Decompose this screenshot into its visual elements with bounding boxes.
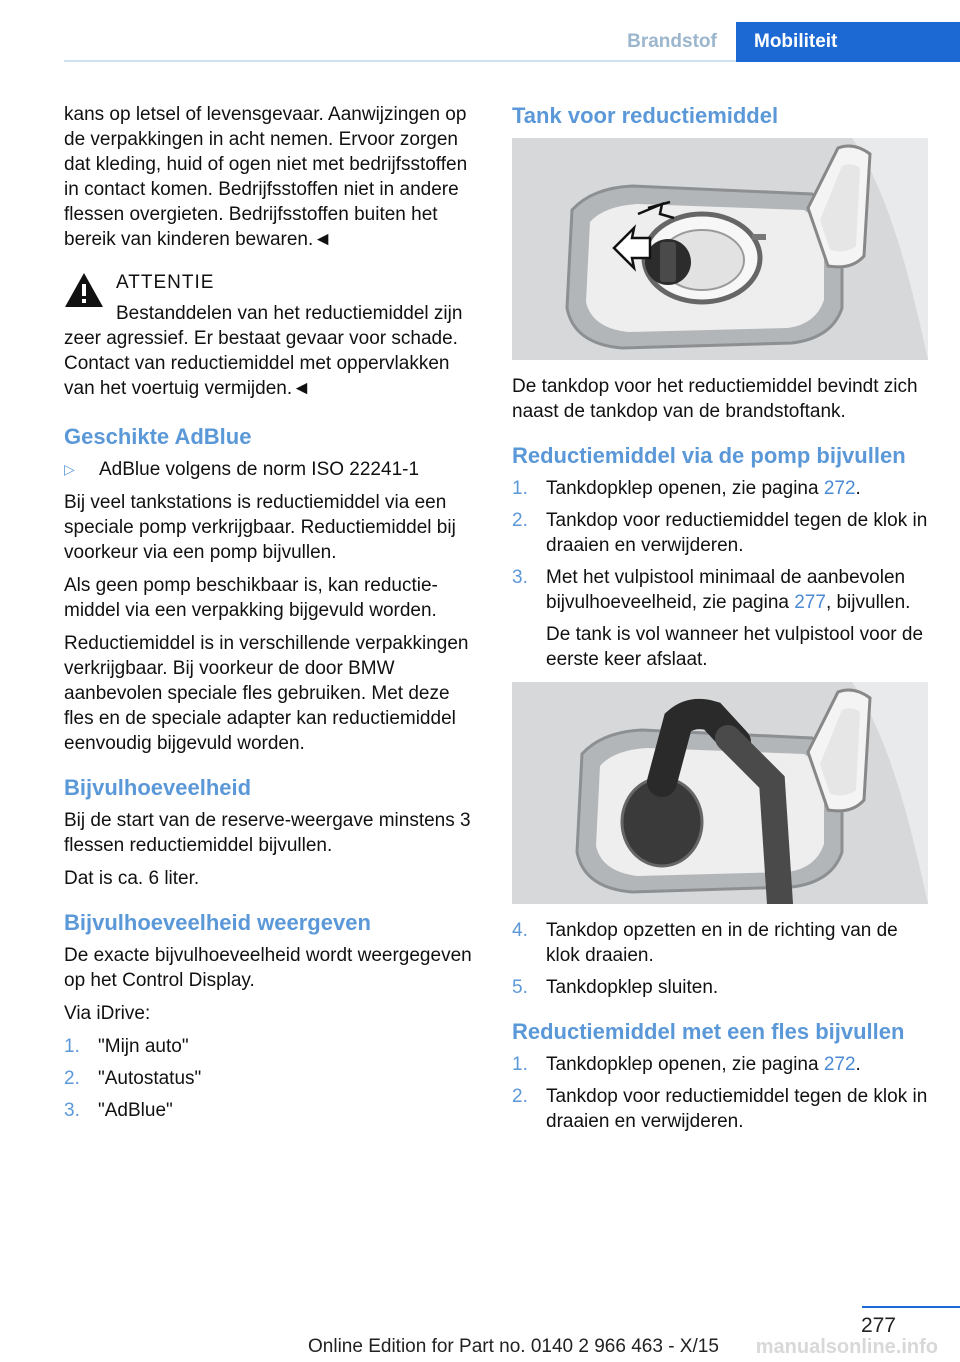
list-item <box>64 457 482 482</box>
heading-geschikte-adblue: Geschikte AdBlue <box>64 424 252 449</box>
list-item <box>512 975 930 1000</box>
step-text: Tankdop opzetten en in de richting van de klok draaien. <box>546 920 898 966</box>
paragraph: De exacte bijvulhoeveelheid wordt weergegeven op het Control Display. <box>64 945 472 991</box>
step-text: . <box>855 1054 861 1075</box>
warning-text: Bestanddelen van het reductiemiddel zijn zeer agressief. Er bestaat gevaar voor schade. Contact van reductiemiddel met oppervlakken van het voertuig vermijden.◄ <box>64 303 463 399</box>
paragraph: Bij de start van de reserve-weergave minstens 3 flessen reductiemiddel bijvullen. <box>64 810 471 856</box>
idrive-steps <box>64 1034 482 1123</box>
warning-triangle-icon <box>64 272 104 308</box>
paragraph: Reductiemiddel is in verschillende verpakkingen verkrijgbaar. Bij voorkeur de door BMW aanbevolen speciale fles gebruiken. Met deze fles en de speciale adapter kan reductiemiddel eenvoudig bijgevuld worden. <box>64 633 469 754</box>
warning-label: ATTENTIE <box>116 272 215 293</box>
adblue-norm-list <box>64 457 482 482</box>
list-item <box>512 918 930 968</box>
heading-tank-reductiemiddel: Tank voor reductiemiddel <box>512 103 779 128</box>
page-link-272[interactable]: 272 <box>823 1054 856 1075</box>
list-item <box>512 508 930 558</box>
paragraph: Dat is ca. 6 liter. <box>64 868 200 889</box>
step-text: Met het vulpistool minimaal de aanbevolen bijvulhoeveelheid, zie pagina <box>546 567 906 613</box>
tab-mobiliteit[interactable]: Mobiliteit <box>736 22 960 62</box>
list-item <box>64 1034 482 1059</box>
paragraph: Via iDrive: <box>64 1003 151 1024</box>
fles-steps <box>512 1052 930 1134</box>
pomp-steps-continued <box>512 918 930 1000</box>
step-number: 2. <box>512 510 528 531</box>
list-item <box>512 565 930 672</box>
watermark: manualsonline.info <box>755 1336 938 1358</box>
step-text: Tankdopklep openen, zie pagina <box>546 1054 824 1075</box>
list-item-text: AdBlue volgens de norm ISO 22241-1 <box>99 459 420 480</box>
list-item <box>64 1098 482 1123</box>
refill-nozzle-photo <box>512 682 928 904</box>
warning-block <box>64 270 482 401</box>
list-item <box>512 1084 930 1134</box>
right-column <box>512 102 930 1144</box>
step-text: Tankdop voor reductiemiddel tegen de klok in draaien en verwijderen. <box>546 1086 928 1132</box>
step-text: "Mijn auto" <box>98 1036 189 1057</box>
tab-brandstof[interactable]: Brandstof <box>627 31 717 52</box>
step-text: Tankdopklep sluiten. <box>546 977 719 998</box>
footer-rule <box>862 1306 960 1308</box>
step-number: 2. <box>64 1068 80 1089</box>
left-column <box>64 102 482 1133</box>
paragraph: Als geen pomp beschikbaar is, kan reductiemiddel via een verpakking bijgevuld worden. <box>64 575 438 621</box>
step-text: , bijvullen. <box>825 592 911 613</box>
list-item <box>64 1066 482 1091</box>
pomp-steps <box>512 476 930 672</box>
list-item <box>512 1052 930 1077</box>
step-text: "AdBlue" <box>98 1100 173 1121</box>
intro-paragraph: kans op letsel of levensgevaar. Aanwijzingen op de verpakkingen in acht nemen. Ervoor zorgen dat kleding, huid of ogen niet met bedrijfsstoffen in contact komen. Bedrijfsstoffen niet in andere flessen overgieten. Bedrijfsstoffen buiten het bereik van kinderen bewaren.◄ <box>64 104 468 250</box>
paragraph: De tankdop voor het reductiemiddel bevindt zich naast de tankdop van de brandstoftank. <box>512 376 918 422</box>
footer-edition: Online Edition for Part no. 0140 2 966 463 - X/15 <box>308 1336 719 1357</box>
step-number: 1. <box>512 1054 528 1075</box>
step-number: 3. <box>512 567 528 588</box>
triangle-right-icon: ▷ <box>64 461 75 477</box>
step-text: Tankdop voor reductiemiddel tegen de klok in draaien en verwijderen. <box>546 510 928 556</box>
step-text: . <box>855 478 861 499</box>
heading-bijvulhoeveelheid-weergeven: Bijvulhoeveelheid weergeven <box>64 910 371 935</box>
page-link-272[interactable]: 272 <box>823 478 856 499</box>
list-item <box>512 476 930 501</box>
heading-met-een-fles: Reductiemiddel met een fles bijvullen <box>512 1019 905 1044</box>
page-number: 277 <box>860 1314 896 1337</box>
heading-via-de-pomp: Reductiemiddel via de pomp bijvullen <box>512 443 906 468</box>
step-number: 5. <box>512 977 528 998</box>
tank-cap-photo <box>512 138 928 360</box>
heading-bijvulhoeveelheid: Bijvulhoeveelheid <box>64 775 252 800</box>
paragraph: Bij veel tankstations is reductiemiddel via een speciale pomp verkrijgbaar. Reductiemiddel bij voorkeur via een pomp bijvullen. <box>64 492 456 563</box>
step-text: Tankdopklep openen, zie pagina <box>546 478 824 499</box>
step-note: De tank is vol wanneer het vulpistool voor de eerste keer afslaat. <box>546 624 924 670</box>
step-number: 2. <box>512 1086 528 1107</box>
page-link-277[interactable]: 277 <box>794 592 826 613</box>
step-number: 3. <box>64 1100 80 1121</box>
step-number: 1. <box>512 478 528 499</box>
step-text: "Autostatus" <box>98 1068 202 1089</box>
step-number: 4. <box>512 920 528 941</box>
step-number: 1. <box>64 1036 80 1057</box>
